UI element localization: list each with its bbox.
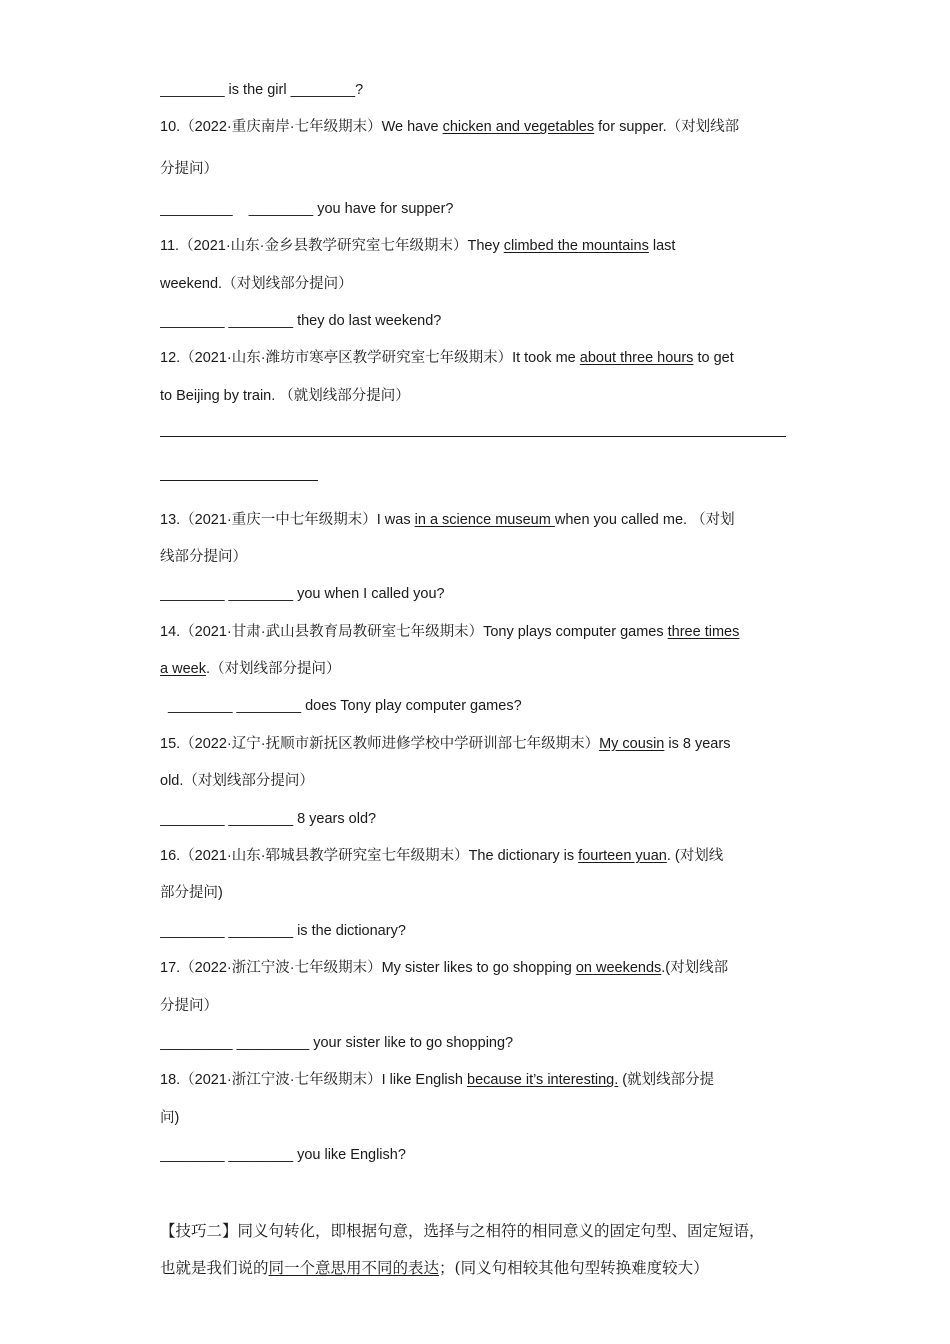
underlined-phrase: about three hours bbox=[579, 350, 694, 367]
tip-line1 bbox=[160, 1213, 792, 1250]
question-10-line1 bbox=[160, 109, 792, 146]
answer-line-10 bbox=[160, 191, 792, 228]
question-18-line2 bbox=[160, 1100, 792, 1137]
question-14-line2 bbox=[160, 651, 792, 688]
question-text: 12.（2021·山东·潍坊市寒亭区教学研究室七年级期末）It took me bbox=[160, 350, 580, 367]
question-14-line1 bbox=[160, 614, 792, 651]
tip-line2 bbox=[160, 1250, 792, 1287]
question-text: 18.（2021·浙江宁波·七年级期末）I like English bbox=[160, 1072, 467, 1089]
answer-rule bbox=[160, 436, 786, 437]
tip-text: 也就是我们说的 bbox=[160, 1258, 269, 1277]
tip-text: 同义句转化，即根据句意，选择与之相符的相同意义的固定句型、固定短语， bbox=[237, 1221, 765, 1240]
question-16-line1 bbox=[160, 838, 792, 875]
tip-text: ；(同义句相较其他句型转换难度较大） bbox=[439, 1258, 709, 1277]
underlined-phrase: on weekends bbox=[575, 960, 662, 977]
underlined-phrase: three times bbox=[667, 623, 740, 640]
question-text: 部分提问) bbox=[160, 885, 223, 902]
question-text: 线部分提问） bbox=[160, 548, 247, 565]
question-text: to Beijing by train. （就划线部分提问） bbox=[160, 387, 410, 404]
answer-line-18 bbox=[160, 1137, 792, 1174]
question-11-line1 bbox=[160, 228, 792, 265]
answer-text: ________ ________ they do last weekend? bbox=[160, 312, 442, 329]
underlined-phrase: in a science museum bbox=[414, 511, 555, 528]
answer-line-9 bbox=[160, 72, 792, 109]
question-17-line2 bbox=[160, 988, 792, 1025]
question-text: 14.（2021·甘肃·武山县教育局教研室七年级期末）Tony plays computer games bbox=[160, 623, 668, 640]
underlined-phrase: My cousin bbox=[599, 735, 665, 752]
question-text: .(对划线部 bbox=[661, 960, 729, 977]
answer-text: ________ ________ does Tony play computer games? bbox=[168, 698, 522, 715]
section-spacer bbox=[160, 1175, 792, 1213]
question-text: for supper.（对划线部 bbox=[594, 119, 740, 136]
question-text: .（对划线部分提问） bbox=[205, 661, 341, 678]
question-text: 问) bbox=[160, 1109, 180, 1126]
question-text: 11.（2021·山东·金乡县教学研究室七年级期末）They bbox=[160, 238, 504, 255]
answer-text: _________ ________ you have for supper? bbox=[160, 200, 454, 217]
answer-rule bbox=[160, 480, 318, 481]
question-17-line1 bbox=[160, 950, 792, 987]
answer-line-16 bbox=[160, 913, 792, 950]
question-text: 分提问） bbox=[160, 160, 218, 177]
underlined-phrase: because it’s interesting. bbox=[467, 1072, 619, 1089]
answer-line-14 bbox=[160, 688, 792, 725]
answer-text: ________ ________ you when I called you? bbox=[160, 586, 445, 603]
question-text: weekend.（对划线部分提问） bbox=[160, 275, 353, 292]
question-text: 13.（2021·重庆一中七年级期末）I was bbox=[160, 511, 415, 528]
answer-line-17 bbox=[160, 1025, 792, 1062]
question-16-line2 bbox=[160, 875, 792, 912]
question-text: . (对划线 bbox=[666, 848, 724, 865]
answer-line-15 bbox=[160, 801, 792, 838]
question-text: 15.（2022·辽宁·抚顺市新抚区教师进修学校中学研训部七年级期末） bbox=[160, 735, 600, 752]
question-13-line2 bbox=[160, 539, 792, 576]
answer-text: ________ is the girl ________? bbox=[160, 82, 364, 98]
answer-line-13 bbox=[160, 576, 792, 613]
question-text: when you called me. （对划 bbox=[554, 511, 735, 528]
question-text: 17.（2022·浙江宁波·七年级期末）My sister likes to go shopping bbox=[160, 960, 576, 977]
answer-text: ________ ________ 8 years old? bbox=[160, 810, 377, 827]
tip-label: 【技巧二】 bbox=[160, 1221, 238, 1240]
question-text: last bbox=[648, 238, 676, 255]
answer-line-11 bbox=[160, 303, 792, 340]
underlined-phrase: chicken and vegetables bbox=[442, 119, 595, 136]
question-text: 分提问） bbox=[160, 997, 218, 1014]
answer-text: ________ ________ is the dictionary? bbox=[160, 922, 406, 939]
question-text: old.（对划线部分提问） bbox=[160, 773, 314, 790]
question-15-line2 bbox=[160, 763, 792, 800]
underlined-phrase: a week bbox=[160, 661, 206, 678]
question-text: 10.（2022·重庆南岸·七年级期末）We have bbox=[160, 119, 443, 136]
question-12-line1 bbox=[160, 340, 792, 377]
question-10-line2 bbox=[160, 147, 792, 191]
tip-underlined: 同一个意思用不同的表达 bbox=[268, 1258, 440, 1277]
underlined-phrase: fourteen yuan bbox=[578, 848, 667, 865]
underlined-phrase: climbed the mountains bbox=[503, 238, 649, 255]
question-text: (就划线部分提 bbox=[618, 1072, 715, 1089]
question-text: 16.（2021·山东·郓城县教学研究室七年级期末）The dictionary is bbox=[160, 848, 579, 865]
question-13-line1 bbox=[160, 502, 792, 539]
question-text: is 8 years bbox=[664, 735, 731, 752]
question-12-line2 bbox=[160, 378, 792, 415]
document-content bbox=[160, 72, 792, 1287]
question-text: to get bbox=[693, 350, 734, 367]
question-18-line1 bbox=[160, 1062, 792, 1099]
answer-text: _________ _________ your sister like to go shopping? bbox=[160, 1034, 514, 1051]
answer-blank-short bbox=[160, 453, 792, 502]
question-11-line2 bbox=[160, 266, 792, 303]
answer-blank-long bbox=[160, 415, 792, 452]
answer-text: ________ ________ you like English? bbox=[160, 1147, 406, 1164]
question-15-line1 bbox=[160, 726, 792, 763]
